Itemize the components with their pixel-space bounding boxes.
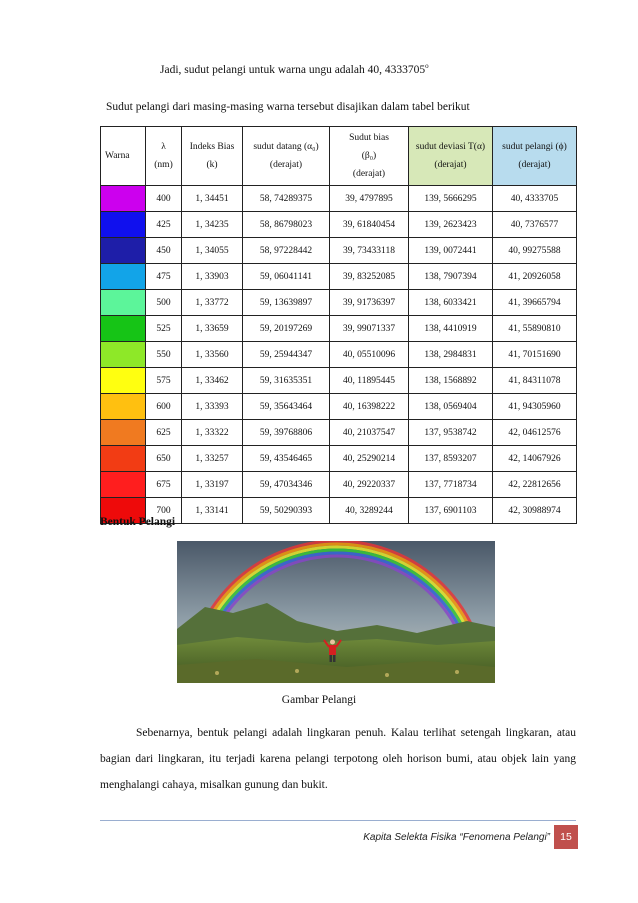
footer-divider (100, 820, 576, 821)
cell-bias: 39, 99071337 (330, 316, 409, 342)
cell-pelangi: 40, 99275588 (493, 238, 577, 264)
cell-datang: 58, 97228442 (243, 238, 330, 264)
color-swatch (101, 264, 146, 290)
cell-lambda: 600 (146, 394, 182, 420)
cell-k: 1, 33322 (182, 420, 243, 446)
color-swatch (101, 186, 146, 212)
cell-datang: 58, 74289375 (243, 186, 330, 212)
body-paragraph: Sebenarnya, bentuk pelangi adalah lingkaran penuh. Kalau terlihat setengah lingkaran, atau bagian dari lingkaran, itu terjadi karena pelangi terpotong oleh horison bumi, atau objek lain yang menghalangi cahaya, misalkan gunung dan bukit. (100, 727, 576, 791)
intro-sentence: Jadi, sudut pelangi untuk warna ungu adalah 40, 4333705$^o$ (160, 62, 429, 76)
cell-bias: 40, 16398222 (330, 394, 409, 420)
cell-deviasi: 138, 0569404 (409, 394, 493, 420)
cell-deviasi: 138, 2984831 (409, 342, 493, 368)
page-number: 15 (554, 825, 578, 849)
cell-deviasi: 139, 2623423 (409, 212, 493, 238)
table-body (101, 186, 577, 524)
table-row (101, 368, 577, 394)
cell-deviasi: 139, 5666295 (409, 186, 493, 212)
cell-k: 1, 33903 (182, 264, 243, 290)
cell-bias: 40, 25290214 (330, 446, 409, 472)
cell-lambda: 425 (146, 212, 182, 238)
color-swatch (101, 472, 146, 498)
cell-k: 1, 33462 (182, 368, 243, 394)
cell-deviasi: 138, 1568892 (409, 368, 493, 394)
cell-datang: 58, 86798023 (243, 212, 330, 238)
header-sudut-datang: sudut datang (α₀) (derajat) (243, 127, 330, 186)
cell-deviasi: 138, 6033421 (409, 290, 493, 316)
table-row (101, 394, 577, 420)
cell-lambda: 475 (146, 264, 182, 290)
degree-symbol: o (425, 62, 429, 70)
cell-lambda: 625 (146, 420, 182, 446)
cell-pelangi: 40, 4333705 (493, 186, 577, 212)
cell-bias: 40, 29220337 (330, 472, 409, 498)
cell-k: 1, 33772 (182, 290, 243, 316)
cell-deviasi: 137, 7718734 (409, 472, 493, 498)
color-swatch (101, 212, 146, 238)
cell-lambda: 500 (146, 290, 182, 316)
color-swatch (101, 316, 146, 342)
rainbow-angle-table (100, 126, 577, 524)
header-sudut-bias: Sudut bias (β₀) (derajat) (330, 127, 409, 186)
cell-deviasi: 138, 4410919 (409, 316, 493, 342)
color-swatch (101, 238, 146, 264)
cell-lambda: 700 (146, 498, 182, 524)
header-lambda: λ (nm) (146, 127, 182, 186)
table-header-row (101, 127, 577, 186)
table-row (101, 342, 577, 368)
footer-text: Kapita Selekta Fisika “Fenomena Pelangi” (363, 832, 550, 843)
cell-k: 1, 33257 (182, 446, 243, 472)
cell-bias: 40, 3289244 (330, 498, 409, 524)
cell-k: 1, 34451 (182, 186, 243, 212)
table-caption: Sudut pelangi dari masing-masing warna tersebut disajikan dalam tabel berikut (106, 101, 470, 113)
cell-lambda: 450 (146, 238, 182, 264)
header-indeks-bias: Indeks Bias (k) (182, 127, 243, 186)
cell-bias: 40, 11895445 (330, 368, 409, 394)
cell-bias: 39, 91736397 (330, 290, 409, 316)
cell-deviasi: 137, 8593207 (409, 446, 493, 472)
cell-datang: 59, 20197269 (243, 316, 330, 342)
cell-pelangi: 42, 22812656 (493, 472, 577, 498)
color-swatch (101, 394, 146, 420)
cell-datang: 59, 43546465 (243, 446, 330, 472)
color-swatch (101, 368, 146, 394)
rainbow-photo (177, 541, 495, 683)
cell-pelangi: 41, 39665794 (493, 290, 577, 316)
header-warna: Warna (101, 127, 146, 186)
cell-datang: 59, 47034346 (243, 472, 330, 498)
section-heading: Bentuk Pelangi (100, 516, 176, 528)
table-row (101, 316, 577, 342)
cell-pelangi: 42, 30988974 (493, 498, 577, 524)
color-swatch (101, 446, 146, 472)
cell-datang: 59, 39768806 (243, 420, 330, 446)
cell-pelangi: 41, 20926058 (493, 264, 577, 290)
cell-lambda: 550 (146, 342, 182, 368)
cell-k: 1, 34055 (182, 238, 243, 264)
cell-datang: 59, 25944347 (243, 342, 330, 368)
cell-pelangi: 42, 04612576 (493, 420, 577, 446)
cell-deviasi: 137, 9538742 (409, 420, 493, 446)
cell-k: 1, 33197 (182, 472, 243, 498)
cell-pelangi: 42, 14067926 (493, 446, 577, 472)
cell-lambda: 650 (146, 446, 182, 472)
header-sudut-pelangi: sudut pelangi (ϕ) (derajat) (493, 127, 577, 186)
cell-pelangi: 40, 7376577 (493, 212, 577, 238)
table-row (101, 472, 577, 498)
table-row (101, 446, 577, 472)
cell-bias: 39, 73433118 (330, 238, 409, 264)
cell-lambda: 675 (146, 472, 182, 498)
cell-lambda: 575 (146, 368, 182, 394)
cell-deviasi: 137, 6901103 (409, 498, 493, 524)
table-row (101, 212, 577, 238)
table-row (101, 290, 577, 316)
cell-deviasi: 139, 0072441 (409, 238, 493, 264)
table-row (101, 238, 577, 264)
table-row (101, 186, 577, 212)
table-row (101, 264, 577, 290)
cell-k: 1, 33560 (182, 342, 243, 368)
color-swatch (101, 342, 146, 368)
cell-k: 1, 33393 (182, 394, 243, 420)
cell-bias: 40, 21037547 (330, 420, 409, 446)
cell-deviasi: 138, 7907394 (409, 264, 493, 290)
cell-k: 1, 33141 (182, 498, 243, 524)
cell-datang: 59, 35643464 (243, 394, 330, 420)
cell-lambda: 525 (146, 316, 182, 342)
cell-pelangi: 41, 84311078 (493, 368, 577, 394)
cell-pelangi: 41, 55890810 (493, 316, 577, 342)
color-swatch (101, 290, 146, 316)
table-row (101, 420, 577, 446)
cell-pelangi: 41, 94305960 (493, 394, 577, 420)
cell-lambda: 400 (146, 186, 182, 212)
cell-bias: 39, 4797895 (330, 186, 409, 212)
cell-bias: 40, 05510096 (330, 342, 409, 368)
cell-datang: 59, 13639897 (243, 290, 330, 316)
cell-pelangi: 41, 70151690 (493, 342, 577, 368)
cell-k: 1, 34235 (182, 212, 243, 238)
cell-bias: 39, 61840454 (330, 212, 409, 238)
cell-datang: 59, 50290393 (243, 498, 330, 524)
header-sudut-deviasi: sudut deviasi T(α) (derajat) (409, 127, 493, 186)
cell-k: 1, 33659 (182, 316, 243, 342)
cell-bias: 39, 83252085 (330, 264, 409, 290)
color-swatch (101, 420, 146, 446)
cell-datang: 59, 06041141 (243, 264, 330, 290)
photo-caption: Gambar Pelangi (281, 694, 357, 706)
cell-datang: 59, 31635351 (243, 368, 330, 394)
